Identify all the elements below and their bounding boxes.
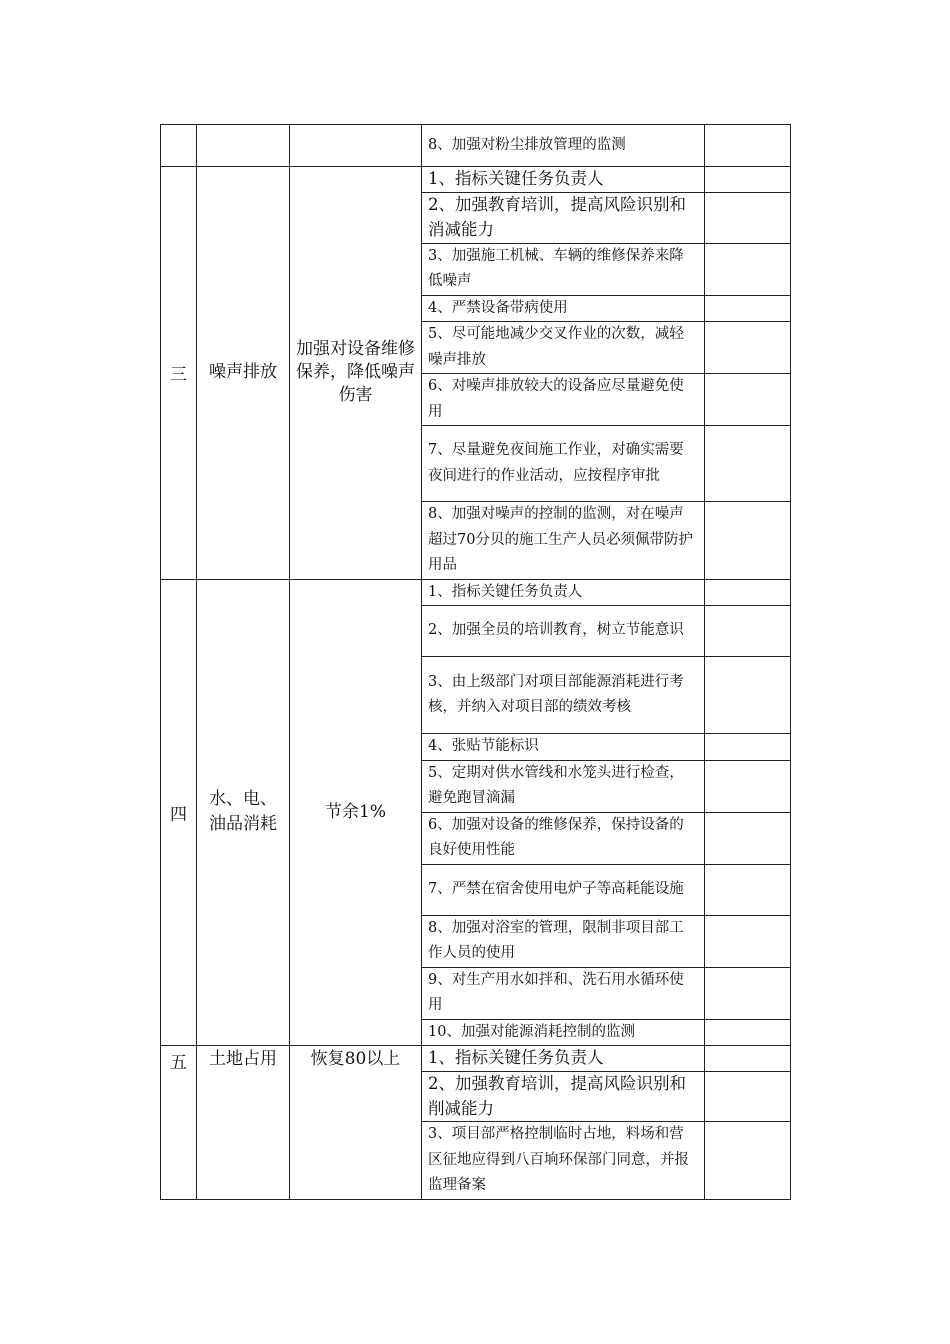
remark-cell xyxy=(705,915,791,967)
row-number: 三 xyxy=(161,167,197,580)
measure-cell: 6、对噪声排放较大的设备应尽量避免使用 xyxy=(422,374,705,426)
remark-cell xyxy=(705,295,791,322)
remark-cell xyxy=(705,125,791,167)
measure-cell: 1、指标关键任务负责人 xyxy=(422,167,705,193)
table-row xyxy=(161,1046,791,1072)
category-cell xyxy=(197,125,290,167)
measure-cell: 4、严禁设备带病使用 xyxy=(422,295,705,322)
remark-cell xyxy=(705,760,791,812)
measure-cell: 8、加强对浴室的管理，限制非项目部工作人员的使用 xyxy=(422,915,705,967)
measure-cell: 6、加强对设备的维修保养，保持设备的良好使用性能 xyxy=(422,812,705,864)
target-cell: 节余1% xyxy=(290,579,422,1046)
remark-cell xyxy=(705,167,791,193)
row-number: 四 xyxy=(161,579,197,1046)
measure-cell: 9、对生产用水如拌和、洗石用水循环使用 xyxy=(422,967,705,1019)
measure-cell: 1、指标关键任务负责人 xyxy=(422,1046,705,1072)
measure-cell: 4、张贴节能标识 xyxy=(422,734,705,761)
remark-cell xyxy=(705,1046,791,1072)
measures-table xyxy=(160,124,791,1200)
measure-cell: 5、定期对供水管线和水笼头进行检查，避免跑冒滴漏 xyxy=(422,760,705,812)
measure-cell: 8、加强对噪声的控制的监测，对在噪声超过70分贝的施工生产人员必须佩带防护用品 xyxy=(422,502,705,580)
measure-cell: 3、由上级部门对项目部能源消耗进行考核，并纳入对项目部的绩效考核 xyxy=(422,657,705,734)
remark-cell xyxy=(705,322,791,374)
measure-cell: 3、加强施工机械、车辆的维修保养来降低噪声 xyxy=(422,243,705,295)
remark-cell xyxy=(705,1019,791,1046)
target-cell: 恢复80以上 xyxy=(290,1046,422,1200)
remark-cell xyxy=(705,606,791,657)
measure-cell: 8、加强对粉尘排放管理的监测 xyxy=(422,125,705,167)
measure-cell: 1、指标关键任务负责人 xyxy=(422,579,705,606)
remark-cell xyxy=(705,734,791,761)
remark-cell xyxy=(705,192,791,243)
remark-cell xyxy=(705,502,791,580)
remark-cell xyxy=(705,1072,791,1122)
remark-cell xyxy=(705,243,791,295)
category-cell: 水、电、油品消耗 xyxy=(197,579,290,1046)
remark-cell xyxy=(705,579,791,606)
remark-cell xyxy=(705,1122,791,1200)
category-cell: 噪声排放 xyxy=(197,167,290,580)
table-row xyxy=(161,125,791,167)
table-row xyxy=(161,167,791,193)
measure-cell: 3、项目部严格控制临时占地，料场和营区征地应得到八百垧环保部门同意，并报监理备案 xyxy=(422,1122,705,1200)
remark-cell xyxy=(705,657,791,734)
remark-cell xyxy=(705,812,791,864)
measure-cell: 2、加强全员的培训教育，树立节能意识 xyxy=(422,606,705,657)
measure-cell: 10、加强对能源消耗控制的监测 xyxy=(422,1019,705,1046)
measure-cell: 2、加强教育培训，提高风险识别和削减能力 xyxy=(422,1072,705,1122)
target-cell xyxy=(290,125,422,167)
target-cell: 加强对设备维修保养，降低噪声伤害 xyxy=(290,167,422,580)
measure-cell: 5、尽可能地减少交叉作业的次数，减轻噪声排放 xyxy=(422,322,705,374)
category-cell: 土地占用 xyxy=(197,1046,290,1200)
row-number: 五 xyxy=(161,1046,197,1200)
measure-cell: 2、加强教育培训，提高风险识别和消减能力 xyxy=(422,192,705,243)
measure-cell: 7、尽量避免夜间施工作业，对确实需要夜间进行的作业活动，应按程序审批 xyxy=(422,426,705,502)
table-row xyxy=(161,579,791,606)
remark-cell xyxy=(705,374,791,426)
remark-cell xyxy=(705,967,791,1019)
remark-cell xyxy=(705,426,791,502)
remark-cell xyxy=(705,864,791,915)
measure-cell: 7、严禁在宿舍使用电炉子等高耗能设施 xyxy=(422,864,705,915)
row-number xyxy=(161,125,197,167)
